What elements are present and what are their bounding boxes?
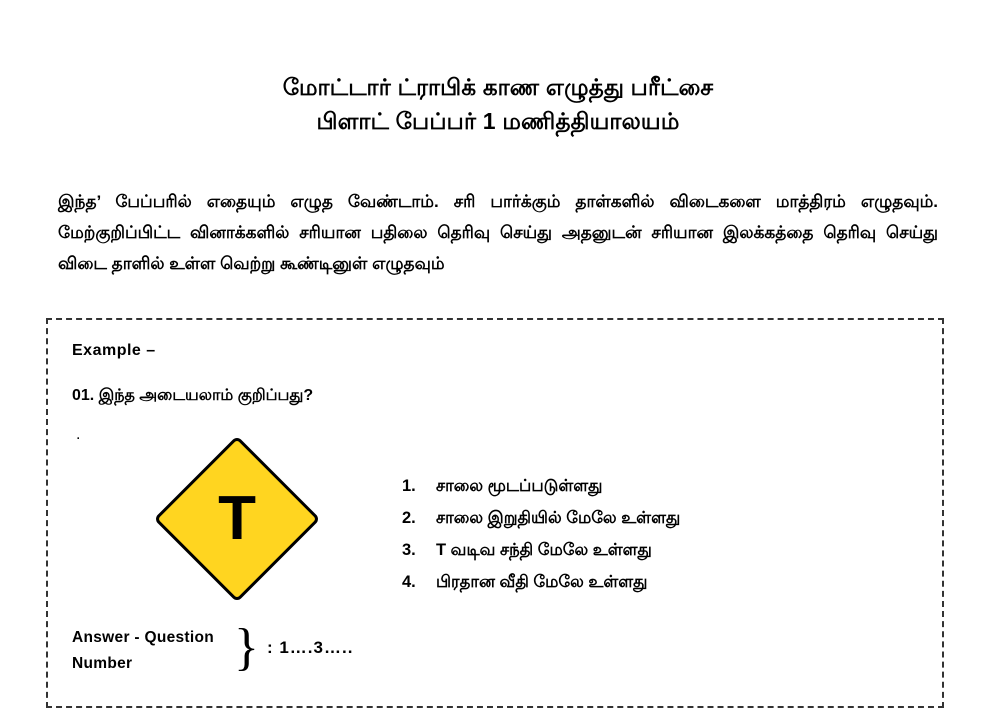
option-number: 1. [402, 477, 416, 495]
road-sign-wrapper [72, 454, 402, 578]
document-title-block [0, 0, 996, 138]
instructions-paragraph: இந்த’ பேப்பரில் எதையும் எழுத வேண்டாம். சரி பார்க்கும் தாள்களில் விடைகளை மாத்திரம் எழுதவும். மேற்குறிப்பிட்ட வினாக்களில் சரியான பதிலை தெரிவு செய்து அதனுடன் சரியான இலக்கத்தை தெரிவு செய்து விடை தாளில் உள்ள வெற்று கூண்டினுள் எழுதவும் [58, 192, 938, 273]
stray-dot-mark: . [76, 426, 81, 443]
list-item[interactable] [402, 502, 680, 534]
option-label: சாலை இறுதியில் மேலே உள்ளது [436, 509, 681, 527]
options-list [402, 454, 680, 598]
answer-value: : 1….3….. [266, 638, 354, 657]
brace-glyph: } [234, 619, 259, 676]
option-number: 2. [402, 509, 416, 527]
option-label: T வடிவ சந்தி மேலே உள்ளது [436, 541, 652, 559]
question-text: இந்த அடையலாம் குறிப்பது? [98, 387, 314, 404]
answer-label-line1: Answer - Question [72, 629, 215, 646]
example-question [72, 386, 918, 406]
example-box [46, 318, 944, 708]
example-box-inner [48, 320, 942, 706]
option-number: 4. [402, 573, 416, 591]
answer-row [72, 619, 354, 680]
sign-letter: T [218, 484, 256, 553]
option-number: 3. [402, 541, 416, 559]
answer-label [72, 625, 232, 677]
example-content-row [72, 454, 918, 598]
option-label: சாலை மூடப்படுள்ளது [436, 477, 603, 495]
list-item[interactable] [402, 566, 680, 598]
list-item[interactable] [402, 534, 680, 566]
t-junction-warning-sign-icon [154, 436, 321, 603]
question-number: 01. [72, 387, 95, 404]
example-label: Example – [72, 342, 156, 359]
title-line-1: மோட்டார் ட்ராபிக் காண எழுத்து பரீட்சை [282, 74, 714, 100]
answer-label-line2: Number [72, 655, 133, 672]
list-item[interactable] [402, 470, 680, 502]
option-label: பிரதான வீதி மேலே உள்ளது [436, 573, 648, 591]
title-line-2: பிளாட் பேப்பர் 1 மணித்தியாலயம் [316, 108, 680, 134]
sign-inner [181, 463, 293, 575]
